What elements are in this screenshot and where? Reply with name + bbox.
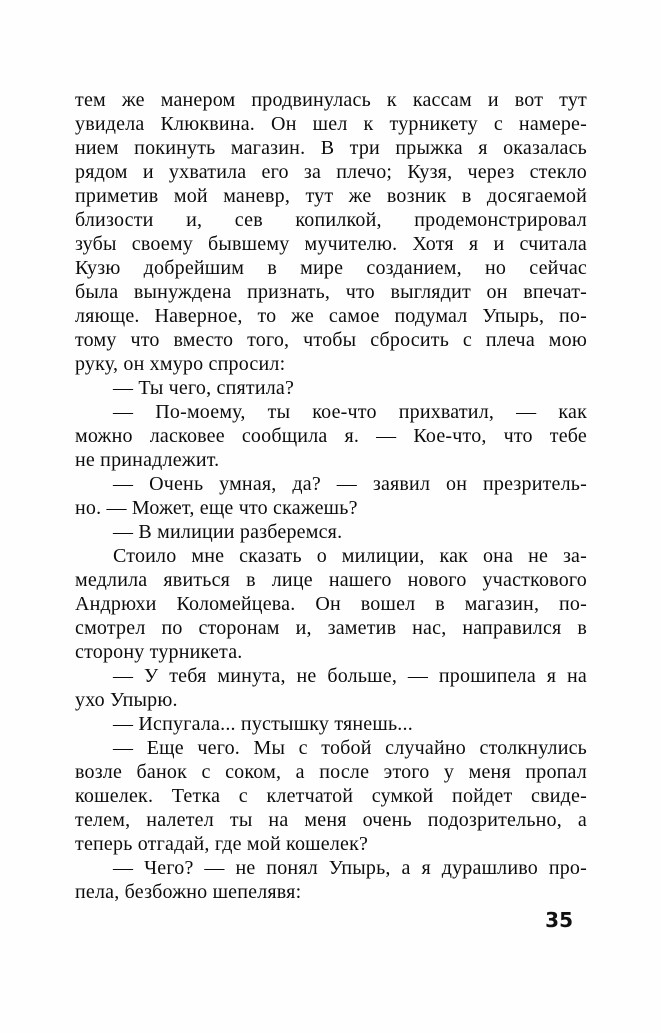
paragraph [75,712,587,736]
text-line: пела, безбожно шепелявя: [75,881,302,903]
text-line: руку, он хмуро спросил: [75,353,286,375]
text-line: — Еще чего. Мы с тобой случайно столкнулись [113,737,587,759]
text-line: но. — Может, еще что скажешь? [75,497,358,519]
page-number: 35 [545,908,573,932]
text-line: — У тебя минута, не больше, — прошипела я на [113,665,587,687]
text-line: теперь отгадай, где мой кошелек? [75,833,369,855]
text-line: — По-моему, ты кое-что прихватил, — как [113,401,587,423]
text-line: увидела Клюквина. Он шел к турникету с намере- [75,113,587,135]
paragraph [75,736,587,856]
text-line: можно ласковее сообщила я. — Кое-что, что тебе [75,425,587,447]
text-line: смотрел по сторонам и, заметив нас, направился в [75,617,587,639]
text-line: — Испугала... пустышку тянешь... [113,713,413,735]
paragraph [75,520,587,544]
text-line: зубы своему бывшему мучителю. Хотя я и считала [75,233,587,255]
text-line: — Ты чего, спятила? [113,377,295,399]
text-line: нием покинуть магазин. В три прыжка я оказалась [75,137,587,159]
paragraph [75,88,587,376]
text-line: возле банок с соком, а после этого у меня пропал [75,761,587,783]
text-block [75,88,587,904]
paragraph [75,400,587,472]
text-line: приметив мой маневр, тут же возник в досягаемой [75,185,587,207]
text-line: не принадлежит. [75,449,220,471]
text-line: телем, налетел ты на меня очень подозрительно, а [75,809,587,831]
paragraph [75,472,587,520]
paragraph [75,544,587,664]
paragraph [75,376,587,400]
text-line: Андрюхи Коломейцева. Он вошел в магазин, по- [75,593,587,615]
text-line: — Чего? — не понял Упырь, а я дурашливо про- [113,857,587,879]
text-line: — Очень умная, да? — заявил он презритель- [113,473,587,495]
text-line: сторону турникета. [75,641,243,663]
text-line: рядом и ухватила его за плечо; Кузя, через стекло [75,161,587,183]
text-line: Стоило мне сказать о милиции, как она не за- [113,545,587,567]
text-line: Кузю добрейшим в мире созданием, но сейчас [75,257,587,279]
paragraph [75,856,587,904]
text-line: тому что вместо того, чтобы сбросить с плеча мою [75,329,587,351]
text-line: кошелек. Тетка с клетчатой сумкой пойдет свиде- [75,785,587,807]
paragraph [75,664,587,712]
text-line: была вынуждена признать, что выглядит он впечат- [75,281,587,303]
text-line: тем же манером продвинулась к кассам и вот тут [75,89,587,111]
text-line: — В милиции разберемся. [113,521,343,543]
text-line: ухо Упырю. [75,689,178,711]
text-line: медлила явиться в лице нашего нового участкового [75,569,587,591]
text-line: ляюще. Наверное, то же самое подумал Упырь, по- [75,305,587,327]
text-line: близости и, сев копилкой, продемонстрировал [75,209,587,231]
